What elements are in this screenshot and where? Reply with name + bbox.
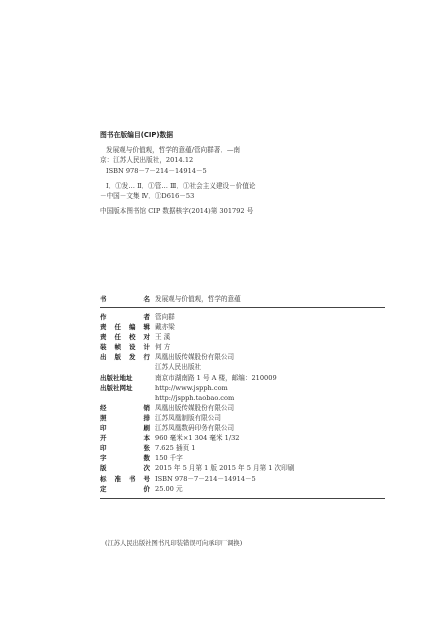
colophon-row-value: 2015 年 5 月第 1 版 2015 年 5 月第 1 次印刷 <box>155 464 295 473</box>
colophon-row <box>100 342 385 352</box>
colophon-row-label: 责 任 校 对 <box>100 333 150 342</box>
colophon-row-label: 经 销 <box>100 403 150 412</box>
colophon-row-label: 出 版 发 行 <box>100 353 150 362</box>
colophon-row <box>100 423 385 433</box>
colophon-row <box>100 484 385 494</box>
colophon-row <box>100 413 385 423</box>
printing-error-notice: (江苏人民出版社图书凡印装错误可向承印厂调换) <box>105 540 243 547</box>
colophon-row-label: 标 准 书 号 <box>100 474 150 483</box>
cip-isbn: ISBN 978－7－214－14914－5 <box>106 166 207 175</box>
colophon-row-label: 责 任 编 辑 <box>100 323 150 332</box>
colophon-row-label: 照 排 <box>100 413 150 422</box>
cip-entry-line-2: 京：江苏人民出版社，2014.12 <box>100 156 194 165</box>
colophon-row <box>100 433 385 443</box>
colophon-row-value: 南京市湖南路 1 号 A 楼，邮编：210009 <box>155 373 277 382</box>
colophon-row <box>100 453 385 463</box>
colophon-row-value: 凤凰出版传媒股份有限公司 江苏人民出版社 <box>155 353 235 372</box>
book-title-label: 书 名 <box>100 295 150 303</box>
colophon-row-value: http://www.jspph.com http://jspph.taobao.com <box>155 383 235 402</box>
colophon-row <box>100 383 385 403</box>
colophon-row <box>100 312 385 322</box>
colophon-row <box>100 373 385 383</box>
colophon-row-value: 王 溪 <box>155 333 171 342</box>
colophon-row <box>100 443 385 453</box>
colophon-row-value: 7.625 插页 1 <box>155 444 196 453</box>
colophon-row <box>100 322 385 332</box>
book-title-value: 发展观与价值观，哲学的意蕴 <box>155 295 241 303</box>
colophon-row-value: 管向群 <box>155 313 175 321</box>
cip-entry-line-1: 发展观与价值观，哲学的意蕴/管向群著．—南 <box>106 146 241 155</box>
cip-block <box>100 130 400 216</box>
colophon-row <box>100 332 385 342</box>
colophon-row-label: 印 张 <box>100 444 150 453</box>
colophon-row <box>100 352 385 372</box>
colophon-row-label: 装 帧 设 计 <box>100 343 150 352</box>
colophon-row-label: 字 数 <box>100 454 150 463</box>
colophon-row-value: 何 方 <box>155 343 171 352</box>
bottom-rule <box>100 498 385 499</box>
colophon-row-value: ISBN 978－7－214－14914－5 <box>155 474 256 483</box>
colophon-row-value: 150 千字 <box>155 454 183 463</box>
colophon-row-value: 凤凰出版传媒股份有限公司 <box>155 403 235 412</box>
colophon-row-value: 江苏凤凰数码印务有限公司 <box>155 424 235 433</box>
cip-heading: 图书在版编目(CIP)数据 <box>100 131 174 139</box>
cip-subject-line-2: －中国－文集 Ⅳ．①D616－53 <box>100 192 195 201</box>
colophon-row-label: 开 本 <box>100 434 150 443</box>
colophon-row-value: 960 毫米×1 304 毫米 1/32 <box>155 434 240 443</box>
colophon-row-label: 出版社地址 <box>100 373 133 382</box>
colophon-rows <box>100 312 385 494</box>
colophon-row <box>100 403 385 413</box>
colophon-row-value: 戴亦梁 <box>155 323 175 332</box>
colophon-row <box>100 474 385 484</box>
colophon-row-value: 25.00 元 <box>155 484 183 493</box>
colophon-row-label: 印 刷 <box>100 424 150 433</box>
top-rule <box>100 307 385 308</box>
book-title-row <box>100 293 385 307</box>
colophon-row-label: 定 价 <box>100 484 150 493</box>
colophon-row-value: 江苏凤凰制版有限公司 <box>155 413 221 422</box>
colophon-row-label: 出版社网址 <box>100 383 133 392</box>
cip-data-number: 中国版本图书馆 CIP 数据核字(2014)第 301792 号 <box>100 207 254 216</box>
colophon <box>100 293 385 499</box>
colophon-row <box>100 463 385 473</box>
colophon-row-label: 作 者 <box>100 313 150 321</box>
cip-subject-line-1: Ⅰ．①发… Ⅱ．①管… Ⅲ．①社会主义建设－价值论 <box>106 181 256 190</box>
colophon-row-label: 版 次 <box>100 464 150 473</box>
